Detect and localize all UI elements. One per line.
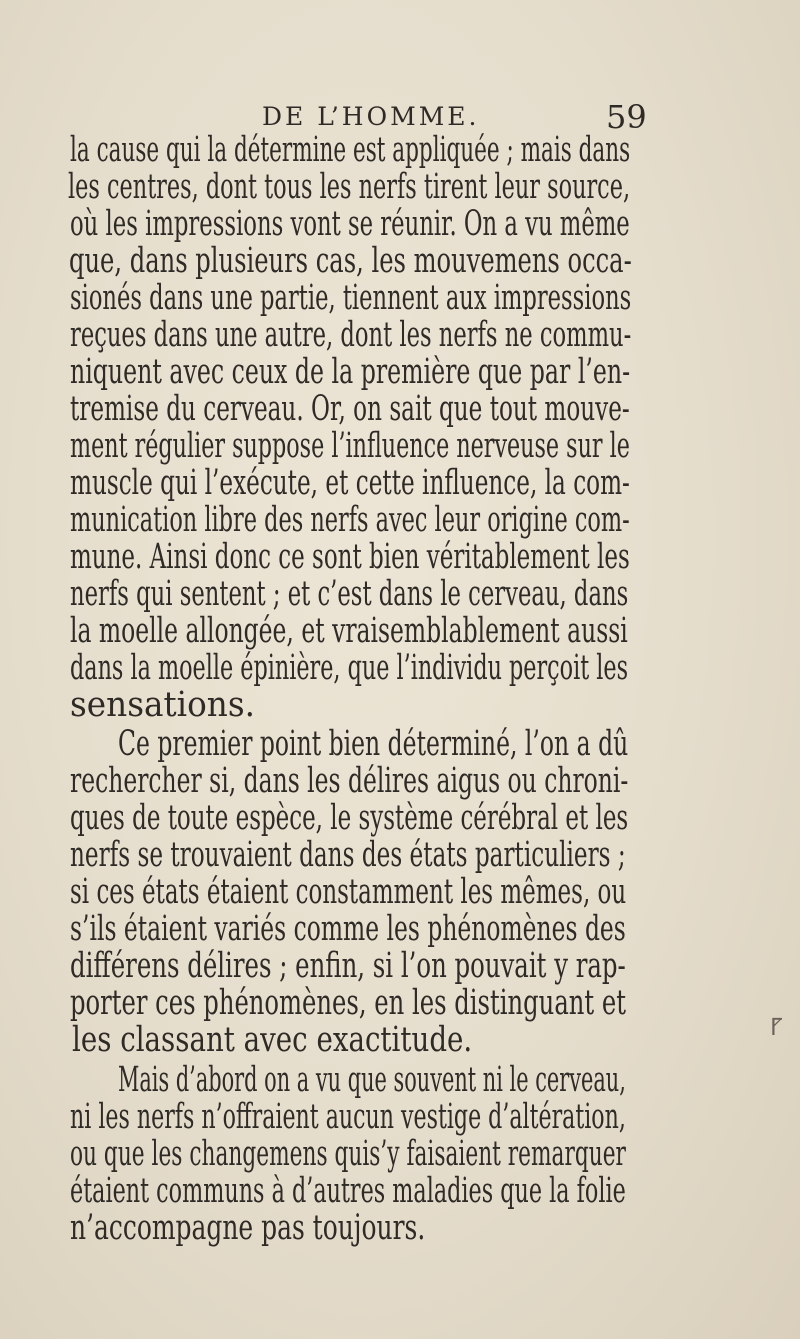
text-line: étaient communs à d’autres maladies que la folie <box>70 1171 626 1211</box>
text-line: ou que les changemens quis’y faisaient remarquer <box>70 1134 626 1174</box>
text-line: tremise du cerveau. Or, on sait que tout mouve- <box>70 389 630 429</box>
text-line: sionés dans une partie, tiennent aux impressions <box>70 278 632 318</box>
text-line: muscle qui l’exécute, et cette influence, la com- <box>70 463 630 503</box>
text-line: rechercher si, dans les délires aigus ou chroni- <box>70 761 629 801</box>
text-line: nerfs qui sentent ; et c’est dans le cerveau, dans <box>70 574 629 614</box>
page-number: 59 <box>606 98 647 136</box>
text-line: Ce premier point bien déterminé, l’on a dû <box>118 724 629 764</box>
running-head: DE L’HOMME. <box>262 102 480 131</box>
text-line: où les impressions vont se réunir. On a vu même <box>70 204 630 244</box>
text-line: que, dans plusieurs cas, les mouvemens occa- <box>69 241 632 281</box>
text-line: munication libre des nerfs avec leur origine com- <box>70 500 630 540</box>
text-line: n’accompagne pas toujours. <box>70 1208 426 1248</box>
text-line: nerfs se trouvaient dans des états particuliers ; <box>70 835 626 875</box>
margin-bracket-mark: ⹍ <box>770 1013 783 1041</box>
text-line: dans la moelle épinière, que l’individu perçoit les <box>70 648 629 688</box>
text-line: s’ils étaient variés comme les phénomènes des <box>70 909 626 949</box>
text-line: les classant avec exactitude. <box>72 1020 473 1060</box>
text-line: ques de toute espèce, le système cérébral et les <box>70 798 629 838</box>
text-line: niquent avec ceux de la première que par l’en- <box>70 352 631 392</box>
text-line: différens délires ; enfin, si l’on pouvait y rap- <box>70 946 626 986</box>
text-line: Mais d’abord on a vu que souvent ni le cerveau, <box>118 1060 626 1100</box>
text-line: ment régulier suppose l’influence nerveuse sur le <box>70 426 630 466</box>
text-line: porter ces phénomènes, en les distinguant et <box>70 983 626 1023</box>
text-line: si ces états étaient constamment les mêmes, ou <box>70 872 627 912</box>
text-line: mune. Ainsi donc ce sont bien véritablement les <box>70 537 630 577</box>
text-line: les centres, dont tous les nerfs tirent leur source, <box>68 167 631 207</box>
text-line: la moelle allongée, et vraisemblablement aussi <box>70 611 628 651</box>
text-line: sensations. <box>70 685 256 725</box>
text-line: ni les nerfs n’offraient aucun vestige d’altération, <box>70 1097 626 1137</box>
text-line: la cause qui la détermine est appliquée ; mais dans <box>70 130 631 170</box>
text-line: reçues dans une autre, dont les nerfs ne commu- <box>70 315 632 355</box>
